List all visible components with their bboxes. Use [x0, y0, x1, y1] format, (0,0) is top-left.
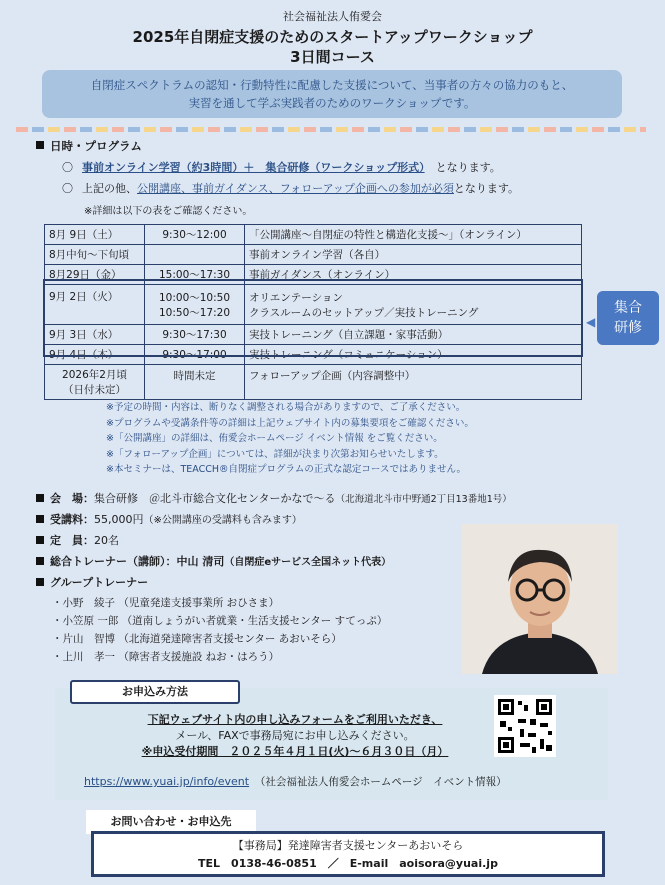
note-item: ※「フォローアップ企画」については、詳細が決まり次第お知らせいたします。	[106, 448, 444, 460]
apply-instructions: 下記ウェブサイト内の申し込みフォームをご利用いただき、 メール、FAXで事務局宛にお申し込みください。 ※申込受付期間 ２０２５年４月１日(火)～６月３０日（月）	[141, 713, 449, 758]
table-row: 9月 3日（水） 9:30～17:30 実技トレーニング（自立課題・家事活動）	[45, 325, 582, 345]
apply-label: お申込み方法	[70, 680, 240, 704]
list-item: ・片山 智博 （北海道発達障害者支援センター あおいそら）	[52, 633, 342, 645]
square-bullet-icon	[36, 578, 44, 586]
program-heading: 日時・プログラム	[36, 138, 142, 154]
program-line-2: 〇 上記の他、公開講座、事前ガイダンス、フォローアップ企画への参加が必須となります。	[62, 182, 520, 195]
notes-list	[106, 400, 606, 478]
arrow-left-icon: ◀	[586, 315, 596, 329]
schedule-table	[44, 224, 582, 400]
table-row: 8月29日（金） 15:00～17:30 事前ガイダンス（オンライン）	[45, 265, 582, 285]
note-item: ※本セミナーは、TEACCH®自閉症プログラムの正式な認定コースではありません。	[106, 464, 467, 475]
table-row: 2026年2月頃 （日付未定） 時間未定 フォローアップ企画（内容調整中）	[45, 365, 582, 400]
required-participation-link[interactable]: 公開講座、事前ガイダンス、フォローアップ企画への参加が必須	[137, 182, 454, 195]
contact-box	[91, 831, 605, 877]
table-row: 8月 9日（土） 9:30～12:00 「公開講座～自閉症の特性と構造化支援～」（オンライン）	[45, 225, 582, 245]
capacity-row: 定 員：20名	[36, 532, 119, 548]
intro-line: 実習を通して学ぶ実践者のためのワークショップです。	[188, 96, 476, 110]
square-bullet-icon	[36, 557, 44, 565]
fee-row: 受講料：55,000円（※公開講座の受講料も含みます）	[36, 511, 302, 527]
table-row: 9月 4日（木） 9:30～17:00 実技トレーニング（コミュニケーション）	[45, 345, 582, 365]
program-line-1: 〇 事前オンライン学習（約3時間）＋ 集合研修（ワークショップ形式） となります。	[62, 161, 501, 174]
group-training-callout: 集合 研修	[597, 291, 659, 345]
square-bullet-icon	[36, 515, 44, 523]
program-format-link[interactable]: 事前オンライン学習（約3時間）＋ 集合研修（ワークショップ形式）	[82, 161, 425, 174]
contact-phone-email: TEL 0138-46-0851 ／ E-mail aoisora@yuai.jp	[198, 857, 498, 870]
main-trainer-row: 総合トレーナー（講師）：中山 清司（自閉症eサービス全国ネット代表）	[36, 553, 391, 569]
contact-label: お問い合わせ・お申込先	[86, 810, 256, 834]
table-row: 8月中旬～下旬頃 事前オンライン学習（各自）	[45, 245, 582, 265]
apply-url-row: https://www.yuai.jp/info/event （社会福祉法人侑愛会ホームページ イベント情報）	[84, 775, 507, 788]
list-item: ・上川 孝一 （障害者支援施設 ねお・はろう）	[52, 651, 280, 663]
square-bullet-icon	[36, 536, 44, 544]
venue-row: 会 場：集合研修 ＠北斗市総合文化センターかなで～る（北海道北斗市中野通2丁目13番地1号）	[36, 490, 512, 506]
detail-note: ※詳細は以下の表をご確認ください。	[84, 206, 253, 217]
organization-name: 社会福祉法人侑愛会	[283, 10, 382, 23]
list-item: ・小笠原 一郎 （道南しょうがい者就業・生活支援センター すてっぷ）	[52, 615, 388, 627]
decorative-divider	[16, 127, 646, 132]
list-item: ・小野 綾子 （児童発達支援事業所 おひさま）	[52, 597, 280, 609]
trainer-list	[52, 594, 387, 666]
table-row: 9月 2日（火） 10:00～10:50 10:50～17:20 オリエンテーション クラスルームのセットアップ／実技トレーニング	[45, 285, 582, 325]
note-item: ※プログラムや受講条件等の詳細は上記ウェブサイト内の募集要項をご確認ください。	[106, 417, 474, 429]
intro-line: 自閉症スペクトラムの認知・行動特性に配慮した支援について、当事者の方々の協力のもと、	[90, 78, 574, 92]
note-item: ※予定の時間・内容は、断りなく調整される場合がありますので、ご了承ください。	[106, 402, 466, 413]
trainer-photo	[462, 524, 618, 674]
intro-banner	[42, 70, 622, 118]
group-trainer-heading: グループトレーナー	[36, 574, 148, 590]
page-title: 2025年自閉症支援のためのスタートアップワークショップ	[132, 28, 533, 46]
page-subtitle: 3日間コース	[290, 48, 375, 66]
square-bullet-icon	[36, 141, 44, 149]
qr-code	[494, 695, 556, 757]
square-bullet-icon	[36, 494, 44, 502]
note-item: ※「公開講座」の詳細は、侑愛会ホームページ イベント情報 をご覧ください。	[106, 433, 443, 444]
event-page-link[interactable]: https://www.yuai.jp/info/event	[84, 775, 250, 788]
contact-office: 【事務局】発達障害者支援センターあおいそら	[232, 839, 464, 852]
